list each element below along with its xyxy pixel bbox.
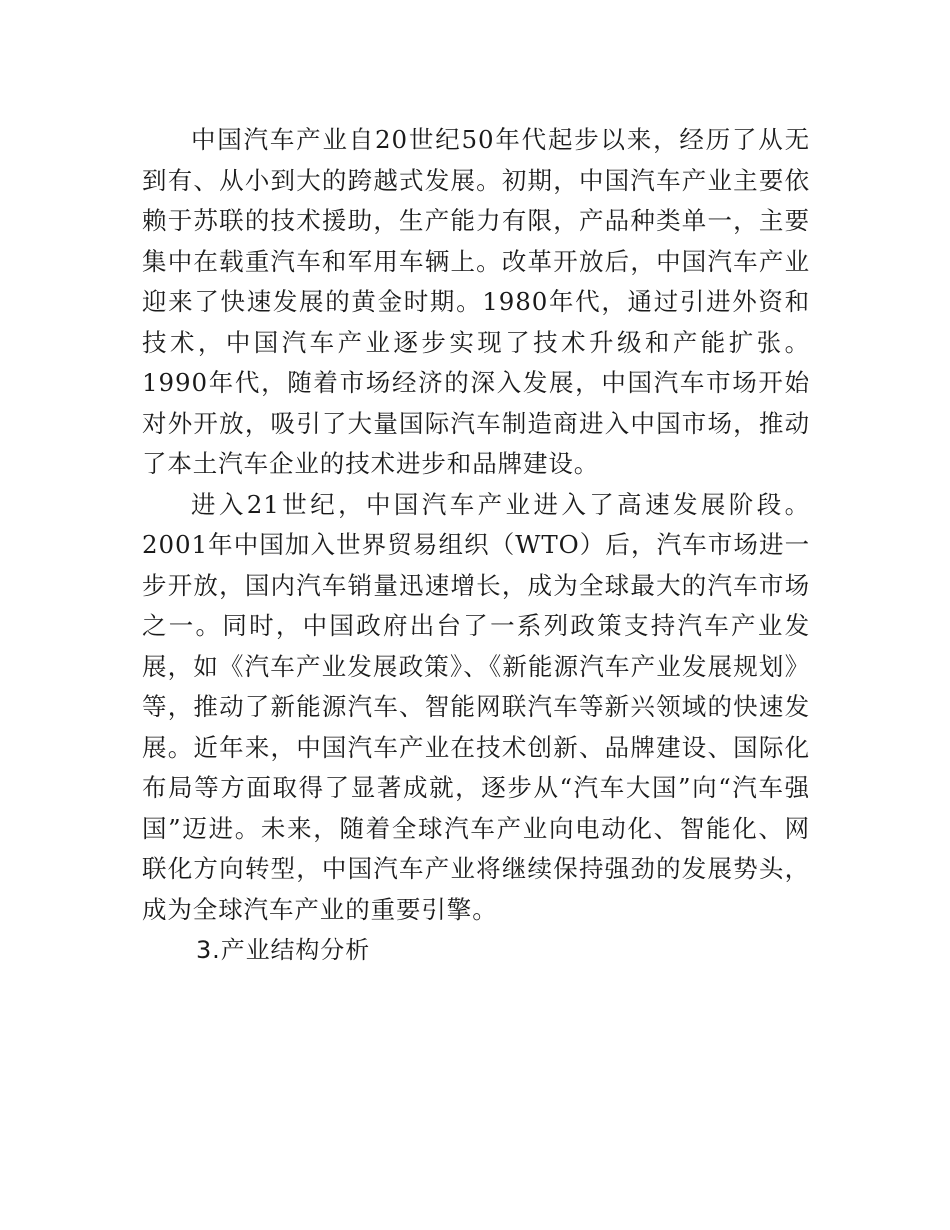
paragraph-industry-history: 中国汽车产业自20世纪50年代起步以来，经历了从无到有、从小到大的跨越式发展。初期，中国汽车产业主要依赖于苏联的技术援助，生产能力有限，产品种类单一，主要集中在载重汽车和军用车辆上。改革开放后，中国汽车产业迎来了快速发展的黄金时期。1980年代，通过引进外资和技术，中国汽车产业逐步实现了技术升级和产能扩张。1990年代，随着市场经济的深入发展，中国汽车市场开始对外开放，吸引了大量国际汽车制造商进入中国市场，推动了本土汽车企业的技术进步和品牌建设。	[142, 125, 810, 478]
paragraph-21st-century: 进入21世纪，中国汽车产业进入了高速发展阶段。2001年中国加入世界贸易组织（WTO）后，汽车市场进一步开放，国内汽车销量迅速增长，成为全球最大的汽车市场之一。同时，中国政府出台了一系列政策支持汽车产业发展，如《汽车产业发展政策》、《新能源汽车产业发展规划》等，推动了新能源汽车、智能网联汽车等新兴领域的快速发展。近年来，中国汽车产业在技术创新、品牌建设、国际化布局等方面取得了显著成就，逐步从“汽车大国”向“汽车强国”迈进。未来，随着全球汽车产业向电动化、智能化、网联化方向转型，中国汽车产业将继续保持强劲的发展势头，成为全球汽车产业的重要引擎。	[142, 489, 810, 924]
section-heading: 3.产业结构分析	[196, 936, 371, 964]
document-body	[142, 120, 810, 971]
